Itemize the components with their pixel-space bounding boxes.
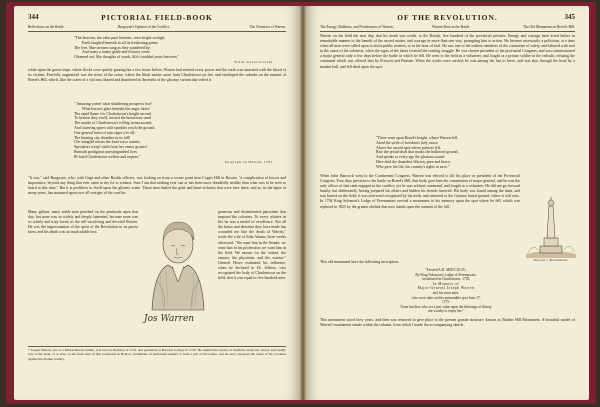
subhead-left: The Energy, Boldness, and Fearlessness of Warren. [320, 25, 394, 29]
left-page-header [28, 13, 286, 25]
footnote-text: * Joseph Warren, son of a Massachusetts farmer, was born in Roxbury in 1741, and graduated at Harvard College in 1759. He studied the science of medicine under Dr. Lloyd, and rapidly rose to the head, or at least, to the front rank of that profession in Boston. Sentiments of patriotism seemed to form a part of his nature, and he early espoused the cause of the colonists against the mother country. [28, 348, 286, 361]
poem-attribution: Epigraph on Warren, 1781. [224, 159, 274, 164]
paragraph [28, 176, 286, 210]
subhead-right: The Character of Warren. [249, 25, 286, 29]
paragraph-text: "It was," said Burgoyne, who, with Gage and other British officers, was looking on from a corner point near Copp's Hill in Boston, "a complication of horror and importance, beyond any thing that ever came to my lot to witness. Sure I am that nothing ever can or has been more dreadfully terrible than what was to be seen or heard at this time." But it is profitless to dwell upon the gloomy scene. Those men healed the grief and heart-sickness that were here there; and so, in the lapse of many years, has mourned upon over all vestiges of the conflict. [28, 176, 286, 196]
poem-line: Ill-fated Charlestown welters and expires." [74, 154, 141, 159]
poem-line: Beneath prodigious unextinguished fires [74, 149, 137, 154]
inscription-line: By King Solomon's Lodge of Freemasons, [415, 272, 477, 277]
right-page-header [320, 13, 575, 25]
running-title: PICTORIAL FIELD-BOOK [101, 13, 213, 22]
running-title: OF THE REVOLUTION. [397, 13, 498, 22]
poem-clark [74, 36, 274, 65]
paragraph-text: When John Hancock went to the Continental Congress, Warren was elected to fill his place as president of the Provincial Congress. Four days previous to the battle on Breed's Hill, that body gave him the commission of major general, and he was the only officer of that rank engaged in the conflict; yet he was without command, and fought as a volunteer. He did not go forward hastily, but deliberately, having prepared his affairs and bidden his friends farewell. His body was found among the slain, and was buried on the field; it was afterward recognized by his teeth, and removed to the Granary burial ground, where it still rests. In 1794 King Solomon's Lodge of Freemasons erected a monument to his memory upon the spot where he fell, which was replaced in 1825 by the granite obelisk that now stands upon the summit of the hill. [320, 174, 520, 209]
inscription-line: In Memory of [432, 281, 460, 286]
poem-line: Here died the dauntless Warren, pure and brave, [376, 159, 451, 164]
inscription-line: who were slain on this memorable spot June 17, [411, 295, 481, 300]
poem-line: O'er mingled noises the loud voice sounds, [74, 140, 141, 145]
left-page [14, 6, 300, 400]
side-column-text: generous and disinterested patriotism that inspired the colonists. To every relative in life he was a model of excellence. Not all the honor and devotion they have made has wounded me like the death of Warren," wrote the wife of John Adams, three weeks afterward. "We want him in the Senate; we want him in his profession; we want him in the field. We mourn for the citizen, the senator, the physician, and the warrior." General Howe estimated his influence, when he declared to Dr. Jeffries, who recognized the body of Charlestown on the field, that it was equal to five hundred men. [218, 210, 286, 281]
poem-epigraph [74, 102, 274, 164]
inscription-intro: This old monument bore the following inscription: [320, 260, 399, 264]
inscription-line: constituted in Charlestown, 1783, [421, 277, 471, 282]
paragraph-text: This monument stood forty years, and then was removed to give place to the present granite structure, known as Bunker Hill Monument. A beautiful model of Warren's monument stands within the column, from which I made the accompanying sketch. [320, 318, 575, 328]
subhead-center: Warren Slain in the Battle. [432, 25, 471, 29]
paragraph: while upon the green slope, where flocks were quietly grazing but a few hours before, Warren had exerted every power and the earth was saturated with the blood of its victims. Fearfully augmented was the terror of the scene, where the black smoke arose from Charlestown on fire, and enveloped the suburbs on the summit of Breed's Hill, which, like the crater of a volcano, blazed and thundered in the midst of the gloomy curtain that veiled it. [28, 68, 286, 83]
poem-line: The burning city thunders in its fall! [74, 135, 131, 140]
paragraph-text: Many gallant, many noble men perished on the peninsula upon that day; but none was so widely and deeply lamented, because none was so widely and truly loved, as the self-sacrificing and devoted Warren. He was the impersonation of the spirit of the Revolution in its purest form, and his death was an incalculable loss. [28, 210, 138, 235]
poem-line: Gleamed out, like thoughts of youth, life's troubled years between." [74, 55, 180, 60]
poem-line: Above the sacred spot where patriots fell, [376, 145, 441, 150]
paragraph [320, 34, 575, 134]
poem-attribution: Willis Gaylord Clark. [234, 59, 274, 64]
right-page [306, 6, 589, 400]
poem-line: Earth laughed beneath in all its freshening green; [82, 40, 159, 45]
inscription-line: are worthy to enjoy her." [428, 309, 464, 314]
poem-line: "The heavens, the calm pure heavens, were bright on high; [74, 36, 166, 40]
poem-line: And towering spires with sparkles reach the ground. [74, 125, 156, 130]
warren-signature: Jos Warren [144, 314, 195, 324]
warren-portrait [138, 210, 216, 340]
paragraph-text: Warren on the field the next day, that his death was worth, to the British, five hundred of the provincial privates. Energy and courage have acted before in remarkable manner to the benefit of the sacred matter, and courage in more than one way, prompting him to action. He became necessarily a politician, at a time when all men were called upon to aid in public matters, or in the hour of trial. He was one of the earliest members of the committee of safety, and labored with zeal in the cause of the colonists, when the signs of the times foretold the coming struggle. He was chosen president of the provincial Congress, and was commissioned a major general only a few days before the battle in which he fell. He went to the field as a volunteer, and fought as a private soldier in the redoubt, refusing the command which was offered him by Prescott and Putnam. When the works were carried, he was among the last to leave, and was shot through the head by a musket ball, and fell dead upon the spot. [320, 34, 575, 69]
left-subhead [28, 25, 286, 32]
poem-line: And many a sunny glade and flowery scene [82, 50, 150, 55]
right-subhead [320, 25, 575, 32]
warren-monument-illustration [526, 196, 576, 266]
subhead-center: Burgoyne's Opinion of the Conflict. [118, 25, 170, 29]
paragraph [320, 318, 575, 358]
poem-line: The free, blue streams sang as they wandered by; [74, 45, 151, 50]
inscription-line: "Erected A.D. MDCCXCIV., [425, 268, 467, 272]
poem-line: One general burst of ruin rages o'er all; [74, 130, 135, 135]
subhead-right: The Old Monument on Breed's Hill. [523, 25, 575, 29]
inscription [336, 268, 556, 314]
poem-line: Spectators weep! earth from her centre groans! [74, 145, 148, 150]
poem-monument [376, 136, 526, 170]
page-number: 345 [564, 13, 575, 21]
book-spread [6, 2, 596, 404]
page-number: 344 [28, 13, 39, 21]
poem-line: Who gave his life, his country's rights to save." [376, 164, 450, 169]
subhead-left: Reflections on the Battle. [28, 25, 65, 29]
poem-line: The smoke of Charlestown's rolling steam ascend, [74, 121, 153, 126]
poem-line: And speaks to every age the glorious sound: [376, 155, 445, 160]
footnote [28, 346, 286, 388]
poem-line: The rapid flame o'er Charlestown's height ascend, [74, 111, 152, 116]
side-column [218, 210, 286, 340]
poem-line: Amid the strife of freedom's holy cause, [376, 140, 439, 145]
inscription-line: and his associates, [432, 290, 460, 295]
poem-line: Rise the proud shaft that marks the hallowed ground, [376, 150, 459, 155]
poem-line: "There went upon Breed's height, where Warren fell, [376, 136, 458, 140]
monument-icon [526, 196, 576, 258]
paragraph-column [320, 174, 520, 256]
poem-line: " Amazing scene! what shuddering prospects rise! [74, 102, 152, 106]
paragraph-column [28, 210, 138, 340]
inscription-line: Major-General Joseph Warren [417, 286, 475, 291]
poem-line: What horrors glare beneath the angry skies! [82, 106, 151, 111]
inscription-line: None but they who set a just value upon the blessings of liberty [400, 304, 492, 309]
monument-caption: Warren's Monument. [533, 258, 569, 262]
poem-line: To heaven they swell; toward the boisterous wind [74, 116, 152, 121]
inscription-line: 1775. [441, 300, 451, 305]
